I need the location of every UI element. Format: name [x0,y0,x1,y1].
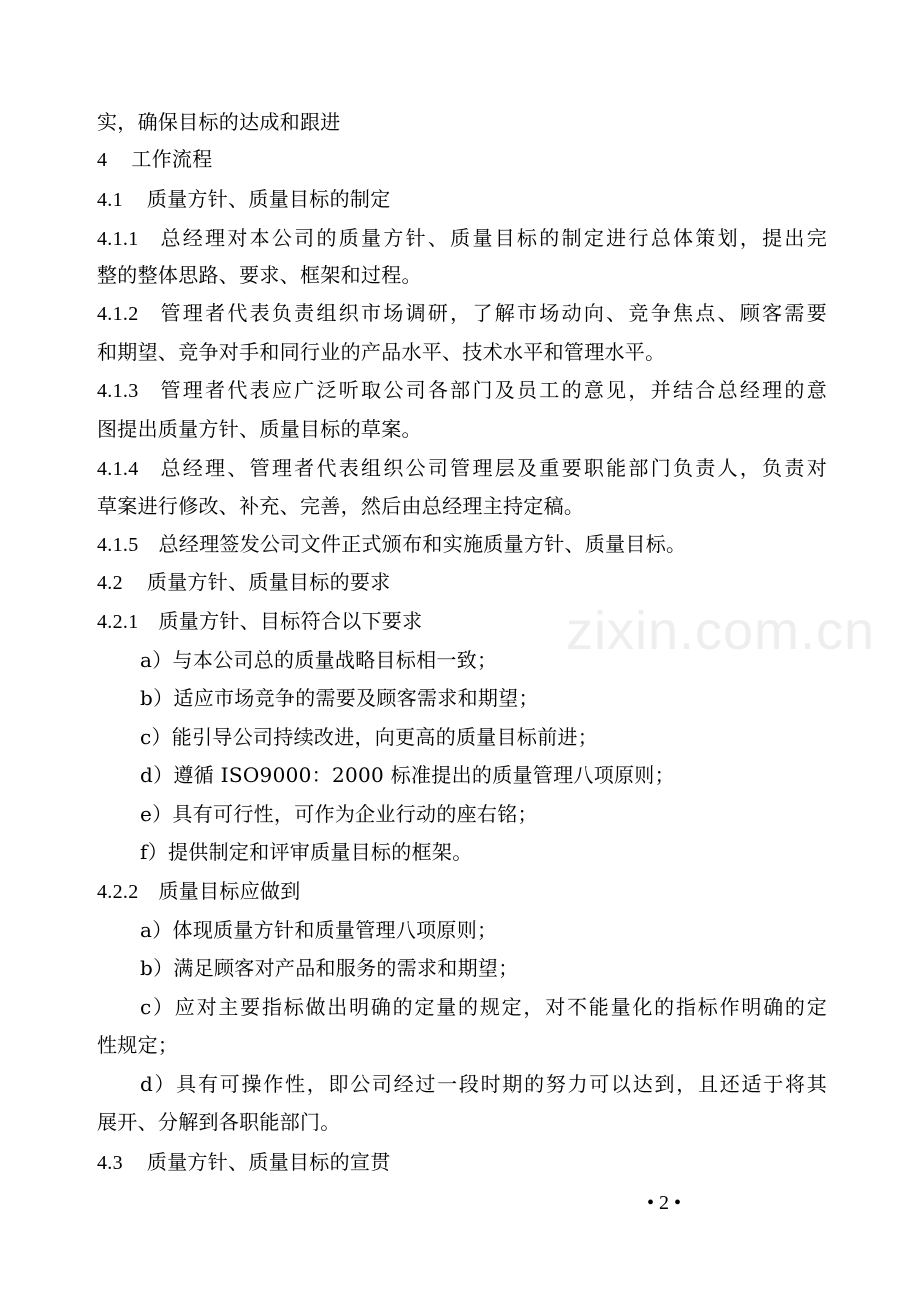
paragraph-line: 4.1.3 管理者代表应广泛听取公司各部门及员工的意见，并结合总经理的意 [97,372,827,409]
list-item: a）体现质量方针和质量管理八项原则； [140,918,498,942]
list-item: c）应对主要指标做出明确的定量的规定，对不能量化的指标作明确的定 [140,995,827,1019]
paragraph-line: 4.1.1 总经理对本公司的质量方针、质量目标的制定进行总体策划，提出完 [97,220,827,257]
clause-number: 4.1.1 [97,228,139,250]
section-number: 4.3 [97,1152,123,1174]
page-number: • 2 • [647,1192,682,1214]
list-item: b）适应市场竞争的需要及顾客需求和期望； [140,686,539,710]
clause-number: 4.1.2 [97,303,139,325]
paragraph-line: 草案进行修改、补充、完善，然后由总经理主持定稿。 [97,494,585,518]
list-item-continuation: 展开、分解到各职能部门。 [97,1110,341,1134]
clause-number: 4.2.2 [97,881,139,903]
list-item: a）与本公司总的质量战略目标相一致； [140,648,498,672]
subsection-heading: 4.2.1 质量方针、目标符合以下要求 [97,603,827,640]
list-item-continuation: 性规定； [97,1033,179,1057]
list-item: d）遵循 ISO9000：2000 标准提出的质量管理八项原则； [140,763,675,787]
subsection-heading: 4.2.2 质量目标应做到 [97,873,827,910]
watermark: zixin.com.cn [566,601,876,661]
clause-number: 4.1.4 [97,458,139,480]
paragraph-line: 图提出质量方针、质量目标的草案。 [97,417,422,441]
section-heading: 4.1 质量方针、质量目标的制定 [97,181,827,218]
list-item: d）具有可操作性，即公司经过一段时期的努力可以达到，且还适于将其 [140,1072,827,1096]
paragraph-line: 4.1.4 总经理、管理者代表组织公司管理层及重要职能部门负责人，负责对 [97,450,827,487]
list-item: e）具有可行性，可作为企业行动的座右铭； [140,802,538,826]
paragraph-line: 和期望、竞争对手和同行业的产品水平、技术水平和管理水平。 [97,340,666,364]
clause-number: 4.2.1 [97,611,139,633]
section-number: 4.1 [97,189,123,211]
section-heading: 4.2 质量方针、质量目标的要求 [97,564,827,601]
paragraph-line: 4.1.2 管理者代表负责组织市场调研，了解市场动向、竞争焦点、顾客需要 [97,295,827,332]
section-heading: 4.3 质量方针、质量目标的宣贯 [97,1144,827,1181]
clause-number: 4.1.5 [97,534,139,556]
paragraph-line: 4.1.5 总经理签发公司文件正式颁布和实施质量方针、质量目标。 [97,526,827,563]
clause-number: 4.1.3 [97,380,139,402]
list-item: f）提供制定和评审质量目标的框架。 [140,840,473,864]
paragraph-line: 实，确保目标的达成和跟进 [97,110,341,134]
section-number: 4 [97,149,108,171]
list-item: c）能引导公司持续改进，向更高的质量目标前进； [140,725,599,749]
section-heading: 4 工作流程 [97,141,827,178]
list-item: b）满足顾客对产品和服务的需求和期望； [140,956,519,980]
paragraph-line: 整的整体思路、要求、框架和过程。 [97,263,422,287]
section-number: 4.2 [97,572,123,594]
